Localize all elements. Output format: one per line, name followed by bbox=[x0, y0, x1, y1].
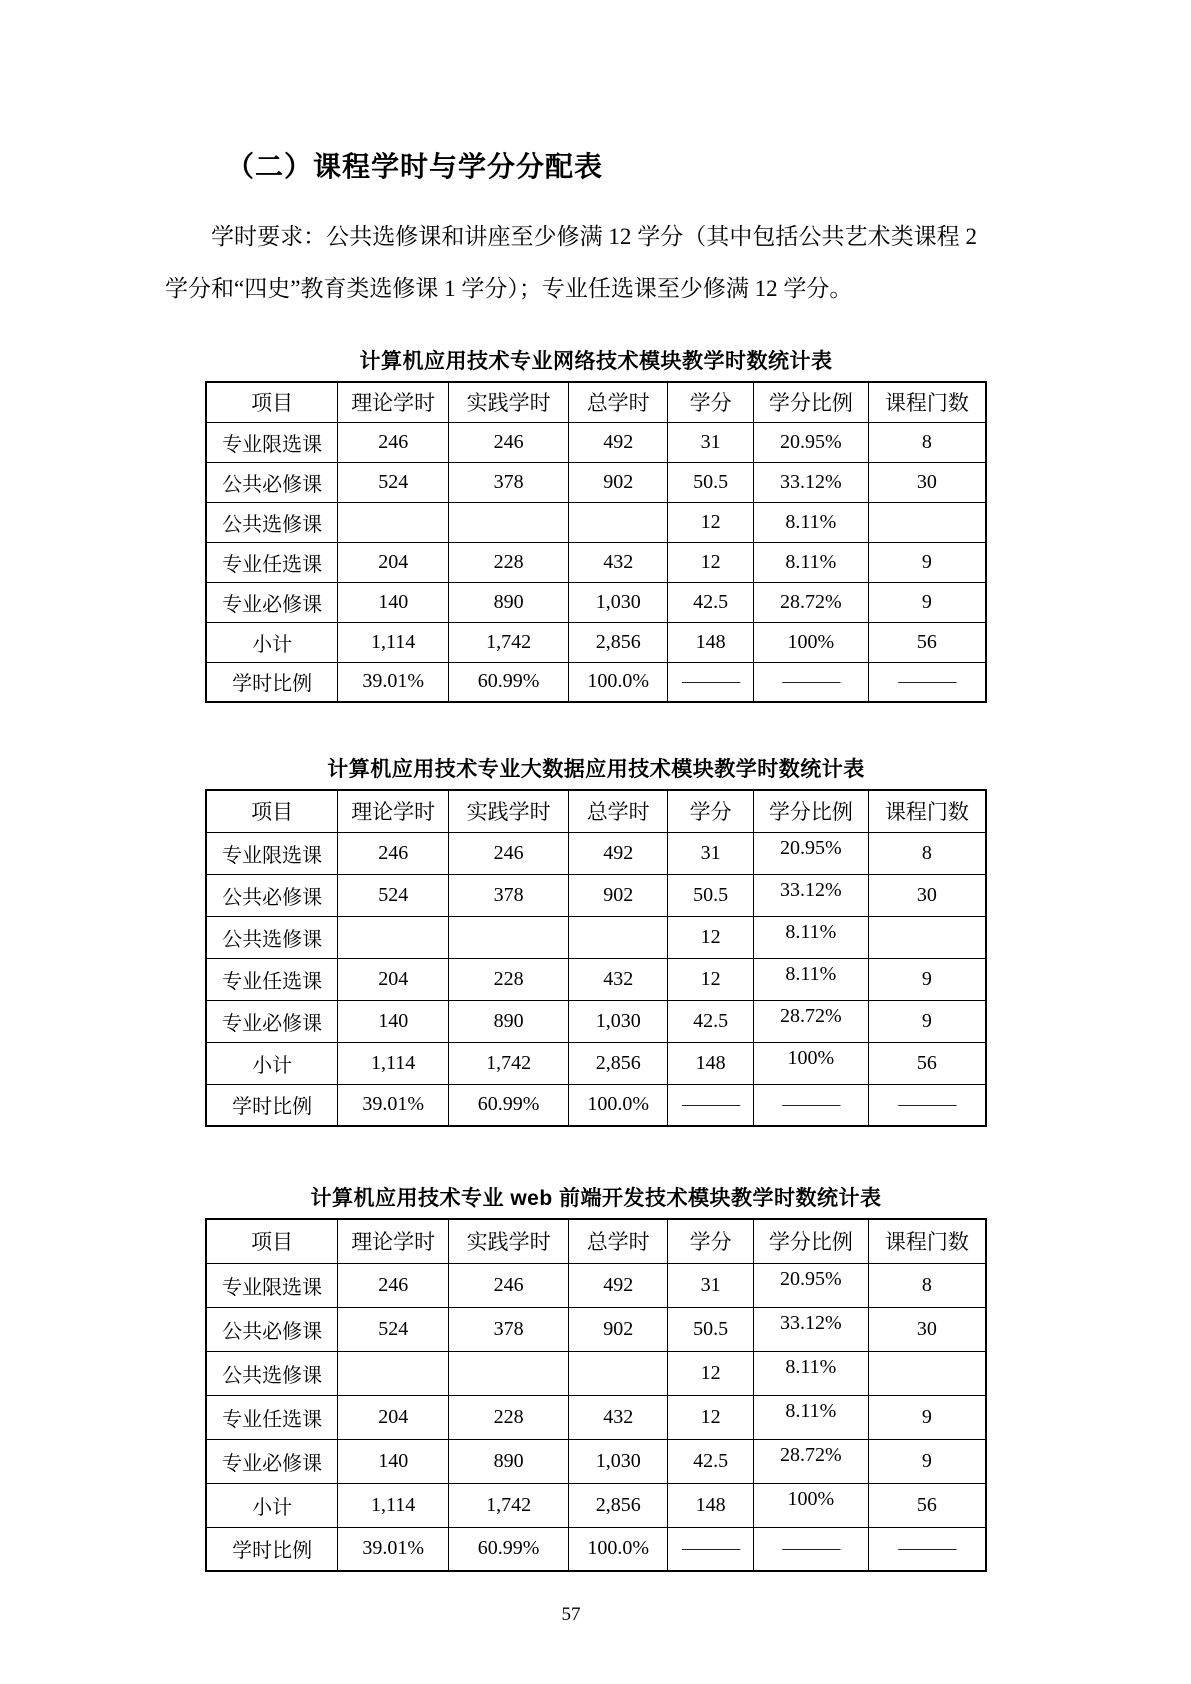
table-cell: 12 bbox=[668, 1351, 754, 1395]
table-cell: 100% bbox=[754, 1042, 869, 1084]
table-cell bbox=[569, 1351, 668, 1395]
table-cell: 1,742 bbox=[449, 622, 569, 662]
table-row bbox=[206, 1084, 986, 1126]
column-header: 项目 bbox=[206, 382, 338, 422]
column-header: 实践学时 bbox=[449, 790, 569, 832]
table-row bbox=[206, 422, 986, 462]
table-cell: 902 bbox=[569, 1307, 668, 1351]
table-cell: 890 bbox=[449, 582, 569, 622]
table-cell: 432 bbox=[569, 958, 668, 1000]
table-cell: 1,030 bbox=[569, 1000, 668, 1042]
column-header: 学分比例 bbox=[754, 1219, 869, 1263]
table-section-web-frontend bbox=[205, 1182, 987, 1572]
table-cell: ——— bbox=[868, 1527, 986, 1571]
header-row bbox=[206, 1219, 986, 1263]
table-cell: 28.72% bbox=[754, 582, 869, 622]
table-cell: 100.0% bbox=[569, 1527, 668, 1571]
table-cell: 8 bbox=[868, 1263, 986, 1307]
table-cell: ——— bbox=[668, 662, 754, 702]
table-cell: 50.5 bbox=[668, 462, 754, 502]
table-cell: 100% bbox=[754, 622, 869, 662]
table-cell: 524 bbox=[338, 462, 449, 502]
table-cell: 60.99% bbox=[449, 1084, 569, 1126]
table-cell: 8 bbox=[868, 832, 986, 874]
table-cell: 1,742 bbox=[449, 1042, 569, 1084]
table-cell: 20.95% bbox=[754, 1263, 869, 1307]
table-title-big-data: 计算机应用技术专业大数据应用技术模块教学时数统计表 bbox=[327, 758, 865, 781]
column-header: 学分比例 bbox=[754, 790, 869, 832]
table-cell: 专业必修课 bbox=[206, 1439, 338, 1483]
table-cell: 1,114 bbox=[338, 622, 449, 662]
table-cell: 公共选修课 bbox=[206, 916, 338, 958]
table-cell: 42.5 bbox=[668, 1439, 754, 1483]
column-header: 学分 bbox=[668, 790, 754, 832]
table-row bbox=[206, 1042, 986, 1084]
stats-table-big-data bbox=[205, 789, 987, 1127]
table-cell: 学时比例 bbox=[206, 1527, 338, 1571]
table-cell: 28.72% bbox=[754, 1439, 869, 1483]
stats-table-network-tech bbox=[205, 381, 987, 703]
table-cell: 378 bbox=[449, 462, 569, 502]
table-cell: 8.11% bbox=[754, 1395, 869, 1439]
table-row bbox=[206, 1395, 986, 1439]
column-header: 课程门数 bbox=[868, 1219, 986, 1263]
table-row bbox=[206, 622, 986, 662]
table-cell: 9 bbox=[868, 1439, 986, 1483]
table-cell: 246 bbox=[338, 832, 449, 874]
table-cell: 890 bbox=[449, 1000, 569, 1042]
column-header: 课程门数 bbox=[868, 790, 986, 832]
intro-paragraph: 学时要求：公共选修课和讲座至少修满 12 学分（其中包括公共艺术类课程 2 学分和“四史”教育类选修课 1 学分）；专业任选课至少修满 12 学分。 bbox=[165, 224, 977, 301]
table-cell: 42.5 bbox=[668, 582, 754, 622]
column-header: 总学时 bbox=[569, 1219, 668, 1263]
table-cell: 60.99% bbox=[449, 1527, 569, 1571]
table-cell: 8.11% bbox=[754, 542, 869, 582]
table-cell: 8.11% bbox=[754, 916, 869, 958]
table-cell: 56 bbox=[868, 622, 986, 662]
table-cell bbox=[569, 502, 668, 542]
table-row bbox=[206, 1351, 986, 1395]
table-cell: 33.12% bbox=[754, 874, 869, 916]
table-cell: 8.11% bbox=[754, 958, 869, 1000]
table-cell: 小计 bbox=[206, 622, 338, 662]
column-header: 理论学时 bbox=[338, 1219, 449, 1263]
table-cell: 492 bbox=[569, 422, 668, 462]
table-cell: 246 bbox=[449, 832, 569, 874]
table-cell: 56 bbox=[868, 1042, 986, 1084]
table-cell: 50.5 bbox=[668, 1307, 754, 1351]
table-title-network-tech: 计算机应用技术专业网络技术模块教学时数统计表 bbox=[359, 350, 833, 373]
table-cell: 1,742 bbox=[449, 1483, 569, 1527]
table-cell: 33.12% bbox=[754, 1307, 869, 1351]
table-row bbox=[206, 916, 986, 958]
table-cell: 31 bbox=[668, 1263, 754, 1307]
table-cell: 228 bbox=[449, 542, 569, 582]
table-cell: 1,030 bbox=[569, 582, 668, 622]
table-row bbox=[206, 1000, 986, 1042]
column-header: 理论学时 bbox=[338, 790, 449, 832]
table-cell: 246 bbox=[449, 422, 569, 462]
table-cell: 492 bbox=[569, 1263, 668, 1307]
table-cell bbox=[868, 502, 986, 542]
table-section-big-data bbox=[205, 753, 987, 1127]
table-cell bbox=[449, 1351, 569, 1395]
table-cell bbox=[868, 916, 986, 958]
table-cell: 140 bbox=[338, 1000, 449, 1042]
table-cell: 902 bbox=[569, 462, 668, 502]
table-cell: 专业必修课 bbox=[206, 1000, 338, 1042]
table-cell: 228 bbox=[449, 1395, 569, 1439]
table-cell: 28.72% bbox=[754, 1000, 869, 1042]
table-cell: 20.95% bbox=[754, 832, 869, 874]
table-cell: 1,114 bbox=[338, 1483, 449, 1527]
table-cell: 50.5 bbox=[668, 874, 754, 916]
table-cell: 1,114 bbox=[338, 1042, 449, 1084]
table-section-network-tech bbox=[205, 345, 987, 703]
table-cell: 148 bbox=[668, 1042, 754, 1084]
table-cell: 12 bbox=[668, 916, 754, 958]
table-cell: 学时比例 bbox=[206, 1084, 338, 1126]
table-cell: 学时比例 bbox=[206, 662, 338, 702]
table-cell: 204 bbox=[338, 542, 449, 582]
table-cell: 378 bbox=[449, 874, 569, 916]
table-cell: 902 bbox=[569, 874, 668, 916]
table-cell: 492 bbox=[569, 832, 668, 874]
column-header: 学分 bbox=[668, 1219, 754, 1263]
table-cell: 30 bbox=[868, 462, 986, 502]
table-cell: 31 bbox=[668, 422, 754, 462]
table-row bbox=[206, 1527, 986, 1571]
table-cell: 公共必修课 bbox=[206, 462, 338, 502]
table-cell: 8.11% bbox=[754, 1351, 869, 1395]
table-cell: 8 bbox=[868, 422, 986, 462]
table-cell: 12 bbox=[668, 958, 754, 1000]
table-row bbox=[206, 958, 986, 1000]
table-cell: ——— bbox=[668, 1084, 754, 1126]
table-row bbox=[206, 1483, 986, 1527]
table-cell: 专业限选课 bbox=[206, 422, 338, 462]
column-header: 实践学时 bbox=[449, 1219, 569, 1263]
table-row bbox=[206, 874, 986, 916]
table-cell: 31 bbox=[668, 832, 754, 874]
table-cell: 2,856 bbox=[569, 1483, 668, 1527]
table-cell: ——— bbox=[868, 1084, 986, 1126]
table-row bbox=[206, 1439, 986, 1483]
table-cell bbox=[338, 916, 449, 958]
table-cell: 100% bbox=[754, 1483, 869, 1527]
table-cell: 专业任选课 bbox=[206, 1395, 338, 1439]
header-row bbox=[206, 790, 986, 832]
column-header: 总学时 bbox=[569, 790, 668, 832]
table-cell: 60.99% bbox=[449, 662, 569, 702]
table-cell: 8.11% bbox=[754, 502, 869, 542]
table-cell: 1,030 bbox=[569, 1439, 668, 1483]
table-cell bbox=[449, 916, 569, 958]
table-cell bbox=[338, 502, 449, 542]
page-number: 57 bbox=[561, 1604, 581, 1625]
table-cell bbox=[569, 916, 668, 958]
table-cell: 2,856 bbox=[569, 1042, 668, 1084]
table-row bbox=[206, 1307, 986, 1351]
table-row bbox=[206, 502, 986, 542]
table-cell: 228 bbox=[449, 958, 569, 1000]
table-cell: 39.01% bbox=[338, 662, 449, 702]
table-cell: 432 bbox=[569, 1395, 668, 1439]
table-cell: 专业任选课 bbox=[206, 958, 338, 1000]
table-cell: 2,856 bbox=[569, 622, 668, 662]
table-cell: 148 bbox=[668, 622, 754, 662]
column-header: 项目 bbox=[206, 1219, 338, 1263]
table-cell: 890 bbox=[449, 1439, 569, 1483]
table-cell: 246 bbox=[338, 422, 449, 462]
table-cell: 204 bbox=[338, 958, 449, 1000]
table-cell: ——— bbox=[754, 1084, 869, 1126]
table-cell bbox=[868, 1351, 986, 1395]
table-cell: 9 bbox=[868, 582, 986, 622]
table-cell: 公共必修课 bbox=[206, 874, 338, 916]
table-row bbox=[206, 582, 986, 622]
table-cell: 小计 bbox=[206, 1483, 338, 1527]
column-header: 项目 bbox=[206, 790, 338, 832]
table-cell: 100.0% bbox=[569, 662, 668, 702]
table-row bbox=[206, 462, 986, 502]
table-cell: 56 bbox=[868, 1483, 986, 1527]
table-cell: 33.12% bbox=[754, 462, 869, 502]
table-row bbox=[206, 542, 986, 582]
table-cell: 9 bbox=[868, 1000, 986, 1042]
table-title-web-frontend: 计算机应用技术专业 web 前端开发技术模块教学时数统计表 bbox=[310, 1187, 882, 1210]
table-cell bbox=[449, 502, 569, 542]
table-cell: 39.01% bbox=[338, 1084, 449, 1126]
table-cell: 432 bbox=[569, 542, 668, 582]
table-row bbox=[206, 662, 986, 702]
column-header: 课程门数 bbox=[868, 382, 986, 422]
table-cell: 专业限选课 bbox=[206, 832, 338, 874]
table-cell: 20.95% bbox=[754, 422, 869, 462]
table-cell: 公共选修课 bbox=[206, 1351, 338, 1395]
table-cell bbox=[338, 1351, 449, 1395]
table-cell: ——— bbox=[754, 1527, 869, 1571]
table-cell: ——— bbox=[868, 662, 986, 702]
table-cell: 246 bbox=[338, 1263, 449, 1307]
table-cell: 100.0% bbox=[569, 1084, 668, 1126]
table-cell: 30 bbox=[868, 874, 986, 916]
table-cell: 9 bbox=[868, 1395, 986, 1439]
column-header: 总学时 bbox=[569, 382, 668, 422]
table-cell: 专业任选课 bbox=[206, 542, 338, 582]
table-cell: 140 bbox=[338, 582, 449, 622]
table-cell: 9 bbox=[868, 542, 986, 582]
table-cell: 9 bbox=[868, 958, 986, 1000]
table-row bbox=[206, 1263, 986, 1307]
header-row bbox=[206, 382, 986, 422]
table-cell: 204 bbox=[338, 1395, 449, 1439]
column-header: 学分 bbox=[668, 382, 754, 422]
table-cell: 专业必修课 bbox=[206, 582, 338, 622]
table-cell: 公共必修课 bbox=[206, 1307, 338, 1351]
table-cell: 524 bbox=[338, 1307, 449, 1351]
table-cell: 公共选修课 bbox=[206, 502, 338, 542]
table-cell: ——— bbox=[754, 662, 869, 702]
column-header: 理论学时 bbox=[338, 382, 449, 422]
table-cell: 148 bbox=[668, 1483, 754, 1527]
table-row bbox=[206, 832, 986, 874]
table-cell: 42.5 bbox=[668, 1000, 754, 1042]
table-cell: 12 bbox=[668, 1395, 754, 1439]
column-header: 学分比例 bbox=[754, 382, 869, 422]
stats-table-web-frontend bbox=[205, 1218, 987, 1572]
table-cell: 140 bbox=[338, 1439, 449, 1483]
table-cell: 30 bbox=[868, 1307, 986, 1351]
section-heading: （二）课程学时与学分分配表 bbox=[226, 151, 604, 182]
table-cell: 专业限选课 bbox=[206, 1263, 338, 1307]
table-cell: 小计 bbox=[206, 1042, 338, 1084]
table-cell: 12 bbox=[668, 502, 754, 542]
table-cell: ——— bbox=[668, 1527, 754, 1571]
table-cell: 524 bbox=[338, 874, 449, 916]
table-cell: 12 bbox=[668, 542, 754, 582]
table-cell: 246 bbox=[449, 1263, 569, 1307]
table-cell: 378 bbox=[449, 1307, 569, 1351]
column-header: 实践学时 bbox=[449, 382, 569, 422]
table-cell: 39.01% bbox=[338, 1527, 449, 1571]
